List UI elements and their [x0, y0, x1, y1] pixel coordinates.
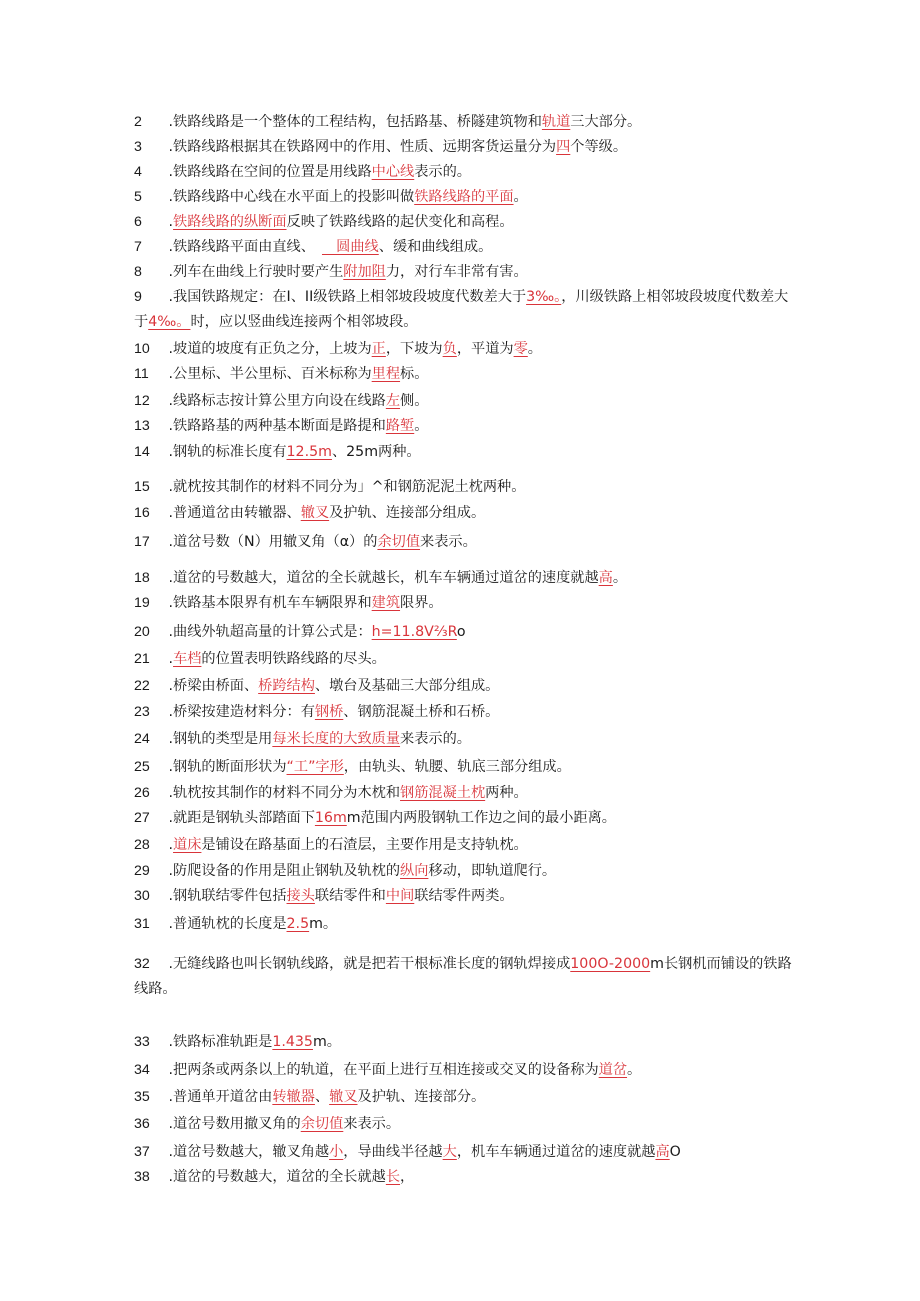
question-text: 、25m两种。 [331, 444, 421, 460]
question-text: 及护轨、连接部分。 [357, 1089, 486, 1105]
question-text: .普通单开道岔由 [164, 1089, 273, 1105]
answer-text: 正 [371, 341, 386, 357]
answer-text: 附加阻 [343, 264, 386, 280]
question-item [134, 1085, 794, 1110]
question-item [134, 1140, 794, 1165]
answer-text: 100O-2000 [570, 956, 651, 972]
question-text: ，机车车辆通过道岔的速度就越 [456, 1144, 656, 1160]
question-text: ，下坡为 [385, 341, 443, 357]
question-number: 24 [134, 731, 150, 747]
question-number: 19 [134, 595, 150, 611]
answer-text: 每米长度的大致质量 [272, 731, 401, 747]
answer-text: 高 [598, 570, 613, 586]
question-text: .普通轨枕的长度是 [164, 916, 287, 932]
question-text: .曲线外轨超高量的计算公式是： [164, 624, 372, 640]
question-text: .铁路基本限界有机车车辆限界和 [164, 595, 372, 611]
question-text: 个等级。 [570, 139, 628, 155]
question-text: 。 [513, 189, 528, 205]
question-text: .道岔的号数越大，道岔的全长就越长，机车车辆通过道岔的速度就越 [164, 570, 599, 586]
question-item [134, 833, 794, 858]
question-number: 35 [134, 1089, 150, 1105]
question-number: 12 [134, 393, 150, 409]
answer-text: 纵向 [400, 863, 429, 879]
question-text: .防爬设备的作用是阻止钢轨及轨枕的 [164, 863, 401, 879]
question-number: 21 [134, 651, 150, 667]
question-number: 30 [134, 888, 150, 904]
question-item [134, 235, 794, 260]
answer-text: 道床 [173, 837, 202, 853]
question-number: 7 [134, 239, 142, 255]
question-text: .铁路线路是一个整体的工程结构，包括路基、桥隧建筑物和 [164, 114, 542, 130]
answer-text: 钢桥 [314, 704, 344, 720]
answer-text: 2.5 [286, 916, 310, 932]
question-number: 14 [134, 444, 150, 460]
question-text: 来表示的。 [400, 731, 471, 747]
question-text: .铁路路基的两种基本断面是路提和 [164, 418, 386, 434]
question-text: ，由轨头、轨腰、轨底三部分组成。 [343, 759, 571, 775]
question-text: 联结零件和 [314, 888, 386, 904]
answer-text: 圆曲线 [321, 239, 379, 255]
question-item [134, 566, 794, 591]
answer-text: 余切值 [300, 1116, 344, 1132]
question-text: m范围内两股钢轨工作边之间的最小距离。 [346, 810, 616, 826]
question-text: ，川级铁路上相邻坡段坡度代数差大于 [134, 289, 789, 330]
question-number: 8 [134, 264, 142, 280]
question-number: 32 [134, 956, 150, 972]
question-text: .坡道的坡度有正负之分，上坡为 [164, 341, 372, 357]
question-text: .钢轨的断面形状为 [164, 759, 287, 775]
answer-text: 路堑 [385, 418, 415, 434]
question-item [134, 806, 794, 831]
question-number: 6 [134, 214, 142, 230]
question-number: 16 [134, 505, 150, 521]
question-text: 力，对行车非常有害。 [385, 264, 528, 280]
question-text: .我国铁路规定：在I、II级铁路上相邻坡段坡度代数差大于 [164, 289, 527, 305]
question-item [134, 501, 794, 526]
answer-text: 辙叉 [300, 505, 330, 521]
answer-text: 建筑 [371, 595, 401, 611]
answer-text: 3‰。 [526, 289, 562, 305]
answer-text: 铁路线路的纵断面 [173, 214, 287, 230]
answer-text: 零 [513, 341, 528, 357]
question-text: .道岔号数越大，辙叉角越 [164, 1144, 330, 1160]
question-item [134, 135, 794, 160]
question-text: 、 [314, 1089, 330, 1105]
question-text: .就枕按其制作的材料不同分为」^和钢筋泥泥土枕两种。 [164, 479, 526, 495]
question-item [134, 647, 794, 672]
question-number: 27 [134, 810, 150, 826]
question-text: . [164, 837, 174, 853]
answer-text: 16m [314, 810, 347, 826]
question-number: 9 [134, 289, 142, 305]
answer-text: 12.5m [286, 444, 332, 460]
question-item [134, 674, 794, 699]
question-text: 。 [527, 341, 542, 357]
question-number: 28 [134, 837, 150, 853]
answer-text: 负 [442, 341, 457, 357]
question-text: .桥梁由桥面、 [164, 678, 259, 694]
question-item [134, 210, 794, 235]
question-item [134, 700, 794, 725]
question-number: 36 [134, 1116, 150, 1132]
answer-text: 大 [442, 1144, 457, 1160]
question-item [134, 1058, 794, 1083]
question-item [134, 414, 794, 439]
question-item [134, 389, 794, 414]
question-text: 、墩台及基础三大部分组成。 [314, 678, 500, 694]
question-text: 是铺设在路基面上的石渣层，主要作用是支持轨枕。 [201, 837, 528, 853]
question-item [134, 781, 794, 806]
question-text: 表示的。 [414, 164, 471, 180]
question-text: 三大部分。 [570, 114, 642, 130]
question-text: .公里标、半公里标、百米标称为 [164, 366, 372, 382]
answer-text: 钢筋混凝土枕 [400, 785, 486, 801]
answer-text: 长 [385, 1169, 401, 1185]
question-text: .钢轨的标准长度有 [164, 444, 287, 460]
question-text: 移动，即轨道爬行。 [428, 863, 557, 879]
question-number: 20 [134, 624, 150, 640]
answer-text: 轨道 [541, 114, 571, 130]
question-item [134, 440, 794, 465]
question-text: ，导曲线半径越 [343, 1144, 443, 1160]
question-number: 23 [134, 704, 150, 720]
question-text: . [164, 214, 174, 230]
question-number: 33 [134, 1034, 150, 1050]
question-text: .无缝线路也叫长钢轨线路，就是把若干根标准长度的钢轨焊接成 [164, 956, 571, 972]
question-item [134, 591, 794, 616]
question-text: m。 [309, 916, 338, 932]
question-text: .轨枕按其制作的材料不同分为木枕和 [164, 785, 401, 801]
answer-text: 高 [655, 1144, 670, 1160]
question-text: 时，应以竖曲线连接两个相邻坡段。 [190, 314, 418, 330]
question-text: 。 [612, 570, 628, 586]
question-number: 37 [134, 1144, 150, 1160]
question-item [134, 260, 794, 285]
question-number: 29 [134, 863, 150, 879]
question-text: 。 [414, 418, 429, 434]
question-number: 38 [134, 1169, 150, 1185]
question-item [134, 110, 794, 135]
question-item [134, 884, 794, 909]
question-text: .钢轨联结零件包括 [164, 888, 287, 904]
question-text: .道岔号数用撤叉角的 [164, 1116, 301, 1132]
question-text: .铁路线路平面由直线、 [164, 239, 322, 255]
question-text: .道岔号数（N）用辙叉角（α）的 [164, 534, 378, 550]
question-item [134, 859, 794, 884]
question-text: 标。 [400, 366, 429, 382]
question-text: 、缓和曲线组成。 [378, 239, 493, 255]
question-text: 来表示。 [343, 1116, 401, 1132]
answer-text: 铁路线路的平面 [414, 189, 514, 205]
question-number: 15 [134, 479, 150, 495]
question-text: 反映了铁路线路的起伏变化和高程。 [286, 214, 514, 230]
answer-text: 四 [556, 139, 571, 155]
question-item [134, 475, 794, 500]
question-number: 11 [134, 366, 149, 382]
question-text: 的位置表明铁路线路的尽头。 [201, 651, 386, 667]
question-text: .钢轨的类型是用 [164, 731, 273, 747]
question-text: 、钢筋混凝土桥和石桥。 [343, 704, 500, 720]
question-text: 。 [627, 1062, 642, 1078]
answer-text: 车档 [173, 651, 202, 667]
question-text: m长钢机而铺设的铁路线路。 [134, 956, 792, 997]
question-item [134, 530, 794, 555]
answer-text: 辙叉 [329, 1089, 358, 1105]
answer-text: 里程 [371, 366, 401, 382]
question-text: .列车在曲线上行驶时要产生 [164, 264, 344, 280]
answer-text: h=11.8V⅔R [371, 624, 457, 640]
question-text: .就距是钢轨头部踏面下 [164, 810, 315, 826]
answer-text: 余切值 [377, 534, 421, 550]
question-text: .把两条或两条以上的轨道，在平面上进行互相连接或交叉的设备称为 [164, 1062, 599, 1078]
answer-text: 道岔 [598, 1062, 628, 1078]
question-number: 34 [134, 1062, 150, 1078]
question-text: ，平道为 [456, 341, 514, 357]
question-item [134, 755, 794, 780]
question-text: m。 [312, 1034, 341, 1050]
question-number: 22 [134, 678, 150, 694]
question-text: .铁路标准轨距是 [164, 1034, 273, 1050]
question-number: 13 [134, 418, 150, 434]
answer-text: “工”字形 [286, 759, 344, 775]
question-item [134, 952, 794, 1002]
answer-text: 小 [329, 1144, 344, 1160]
question-number: 3 [134, 139, 142, 155]
question-number: 4 [134, 164, 142, 180]
question-text: . [164, 651, 174, 667]
question-number: 10 [134, 341, 150, 357]
question-item [134, 285, 794, 335]
question-text: .桥梁按建造材料分：有 [164, 704, 315, 720]
question-item [134, 362, 794, 387]
question-item [134, 1030, 794, 1055]
question-text: 侧。 [400, 393, 429, 409]
question-item [134, 1112, 794, 1137]
question-text: .道岔的号数越大，道岔的全长就越 [164, 1169, 386, 1185]
answer-text: 中心线 [371, 164, 415, 180]
question-item [134, 912, 794, 937]
question-text: .普通道岔由转辙器、 [164, 505, 301, 521]
question-number: 17 [134, 534, 150, 550]
question-number: 2 [134, 114, 142, 130]
answer-text: 接头 [286, 888, 315, 904]
question-text: 两种。 [485, 785, 528, 801]
question-text: 及护轨、连接部分组成。 [329, 505, 486, 521]
question-item [134, 160, 794, 185]
question-text: .铁路线路在空间的位置是用线路 [164, 164, 372, 180]
question-item [134, 337, 794, 362]
question-item [134, 1165, 794, 1190]
question-text: 来表示。 [420, 534, 477, 550]
question-text: O [669, 1144, 681, 1160]
answer-text: 桥跨结构 [258, 678, 315, 694]
answer-text: 4‰。 [148, 314, 191, 330]
answer-text: 中间 [385, 888, 415, 904]
question-text: .铁路线路根据其在铁路网中的作用、性质、远期客货运量分为 [164, 139, 557, 155]
answer-text: 1.435 [272, 1034, 313, 1050]
question-text: 联结零件两类。 [414, 888, 514, 904]
question-text: .铁路线路中心线在水平面上的投影叫做 [164, 189, 415, 205]
question-text: o [456, 624, 466, 640]
answer-text: 左 [385, 393, 401, 409]
question-number: 31 [134, 916, 150, 932]
question-item [134, 727, 794, 752]
question-number: 18 [134, 570, 150, 586]
question-item [134, 185, 794, 210]
question-text: 限界。 [400, 595, 443, 611]
question-text: ， [400, 1169, 415, 1185]
question-number: 26 [134, 785, 150, 801]
question-text: .线路标志按计算公里方向设在线路 [164, 393, 386, 409]
question-item [134, 620, 794, 645]
question-number: 25 [134, 759, 150, 775]
question-number: 5 [134, 189, 142, 205]
answer-text: 转辙器 [272, 1089, 315, 1105]
